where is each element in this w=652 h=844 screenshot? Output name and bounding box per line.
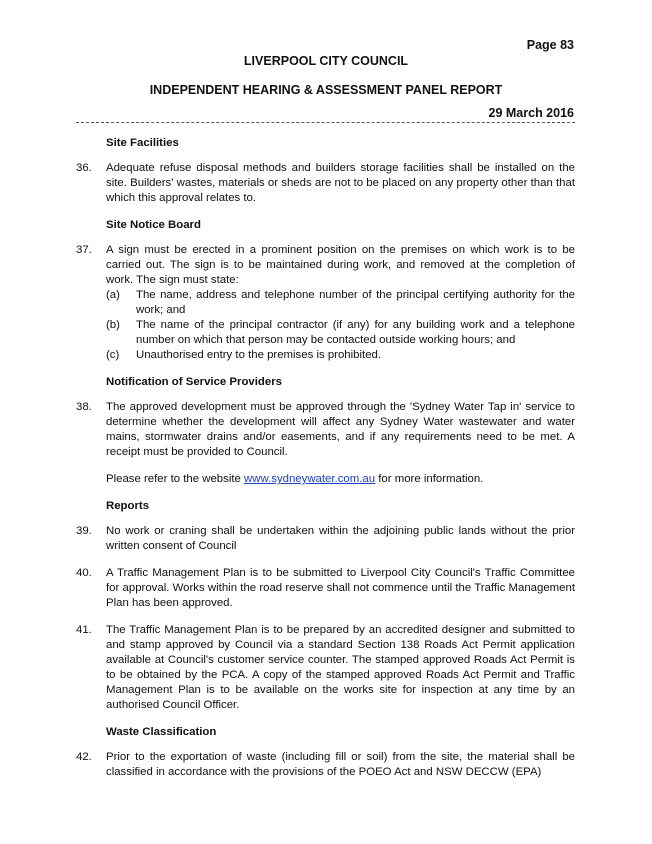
condition-37 bbox=[76, 243, 575, 363]
sub-item-text: The name, address and telephone number of the principal certifying authority for the work; and bbox=[136, 289, 575, 316]
condition-36 bbox=[76, 161, 575, 206]
header-divider bbox=[76, 122, 575, 123]
condition-42 bbox=[76, 750, 575, 780]
condition-40 bbox=[76, 566, 575, 611]
condition-text: Prior to the exportation of waste (including fill or soil) from the site, the material shall be classified in accordance with the provisions of the POEO Act and NSW DECCW (EPA) bbox=[106, 751, 575, 778]
condition-number: 39. bbox=[76, 525, 92, 537]
section-heading-notification: Notification of Service Providers bbox=[106, 376, 282, 388]
section-heading-site-facilities: Site Facilities bbox=[106, 137, 179, 149]
sub-item-label: (a) bbox=[106, 289, 120, 301]
condition-number: 41. bbox=[76, 624, 92, 636]
condition-number: 38. bbox=[76, 401, 92, 413]
sub-item-b bbox=[106, 318, 575, 348]
condition-text: No work or craning shall be undertaken within the adjoining public lands without the prior written consent of Council bbox=[106, 525, 575, 552]
sub-item-a bbox=[106, 288, 575, 318]
condition-number: 37. bbox=[76, 244, 92, 256]
condition-number: 42. bbox=[76, 751, 92, 763]
section-heading-reports: Reports bbox=[106, 500, 150, 512]
website-reference-prefix: Please refer to the website bbox=[106, 473, 245, 485]
condition-38 bbox=[76, 400, 575, 460]
report-date: 29 March 2016 bbox=[488, 106, 574, 120]
condition-41 bbox=[76, 623, 575, 713]
condition-text: A Traffic Management Plan is to be submitted to Liverpool City Council's Traffic Committee for approval. Works within the road reserve shall not commence until the Traffic Management Plan has been approved. bbox=[106, 567, 575, 609]
condition-number: 40. bbox=[76, 567, 92, 579]
website-reference-suffix: for more information. bbox=[375, 473, 484, 485]
section-heading-site-notice-board: Site Notice Board bbox=[106, 219, 201, 231]
condition-39 bbox=[76, 524, 575, 554]
sub-item-text: Unauthorised entry to the premises is prohibited. bbox=[136, 349, 382, 361]
condition-text: The Traffic Management Plan is to be prepared by an accredited designer and submitted to and stamp approved by Council via a standard Section 138 Roads Act Permit application available at Council's customer service counter. The stamped approved Roads Act Permit is to be obtained by the PCA. A copy of the stamped approved Roads Act Permit and Traffic Management Plan is to be available on the works site for inspection at any time by an authorised Council Officer. bbox=[106, 624, 575, 711]
website-reference bbox=[106, 472, 575, 487]
condition-text: A sign must be erected in a prominent position on the premises on which work is to be carried out. The sign is to be maintained during work, and removed at the completion of work. The sign must state: bbox=[106, 244, 575, 286]
section-heading-waste: Waste Classification bbox=[106, 726, 217, 738]
condition-text: The approved development must be approved through the 'Sydney Water Tap in' service to determine whether the development will affect any Sydney Water wastewater and water mains, stormwater drains and/or easements, and if any requirements need to be met. A receipt must be provided to Council. bbox=[106, 401, 575, 458]
council-name: LIVERPOOL CITY COUNCIL bbox=[243, 54, 409, 68]
sydney-water-link[interactable]: www.sydneywater.com.au bbox=[244, 473, 376, 485]
sub-item-list bbox=[106, 288, 575, 363]
sub-item-label: (c) bbox=[106, 349, 120, 361]
document-body bbox=[76, 136, 575, 792]
condition-number: 36. bbox=[76, 162, 92, 174]
condition-text: Adequate refuse disposal methods and builders storage facilities shall be installed on the site. Builders' wastes, materials or sheds are not to be placed on any property other than that which this approval relates to. bbox=[106, 162, 575, 204]
report-title: INDEPENDENT HEARING & ASSESSMENT PANEL REPORT bbox=[149, 83, 503, 97]
sub-item-label: (b) bbox=[106, 319, 120, 331]
sub-item-c bbox=[106, 348, 575, 363]
page-number: Page 83 bbox=[526, 38, 574, 52]
sub-item-text: The name of the principal contractor (if any) for any building work and a telephone number on which that person may be contacted outside working hours; and bbox=[136, 319, 575, 346]
